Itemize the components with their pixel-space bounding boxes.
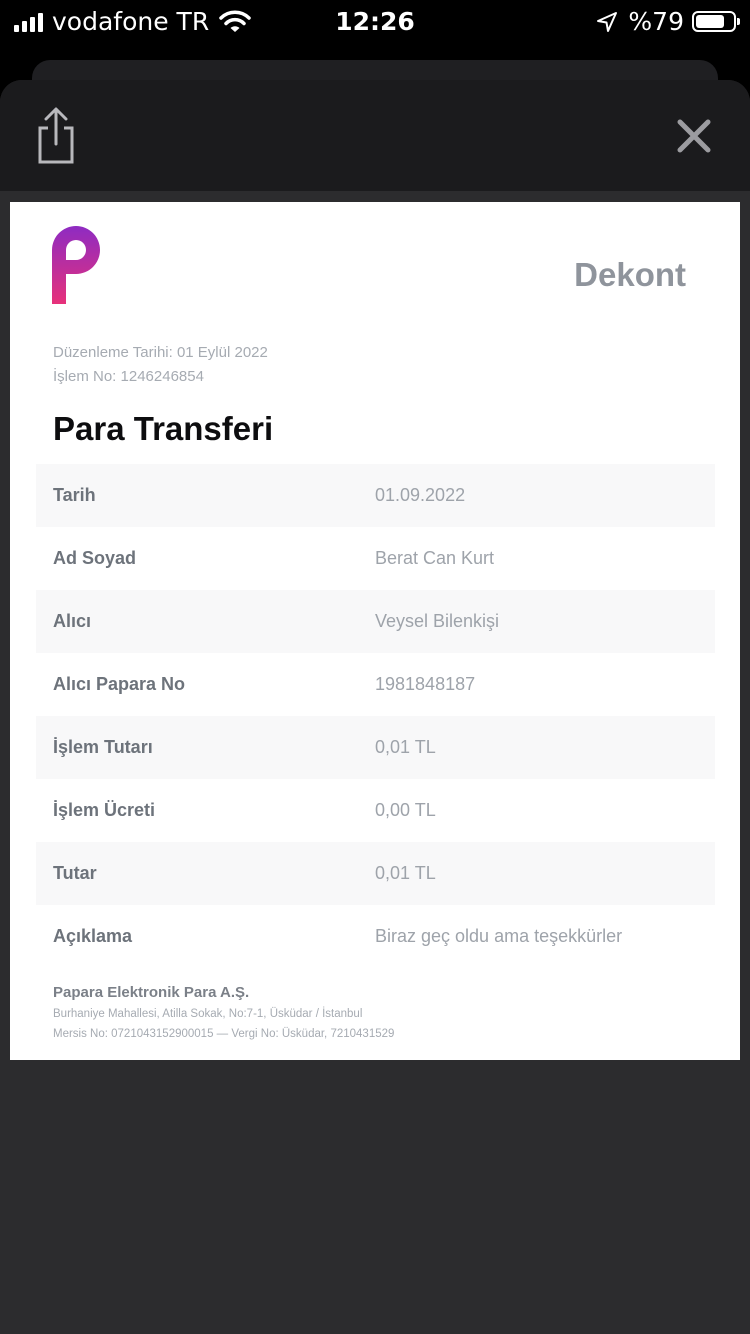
detail-row — [36, 653, 715, 716]
detail-row — [36, 590, 715, 653]
row-value: 0,01 TL — [375, 863, 436, 883]
battery-icon — [692, 11, 736, 32]
row-value: Biraz geç oldu ama teşekkürler — [375, 926, 623, 946]
carrier-name: vodafone TR — [52, 7, 210, 36]
detail-row — [36, 527, 715, 590]
row-value: Berat Can Kurt — [375, 548, 495, 568]
battery-level — [696, 15, 724, 28]
row-label: İşlem Ücreti — [53, 800, 156, 820]
row-value: Veysel Bilenkişi — [375, 611, 500, 631]
row-value: 0,01 TL — [375, 737, 436, 757]
row-label: Tutar — [53, 863, 97, 883]
footer-address: Burhaniye Mahallesi, Atilla Sokak, No:7-1, Üsküdar / İstanbul — [53, 1008, 363, 1020]
document-label: Dekont — [574, 256, 686, 293]
papara-logo — [52, 226, 104, 308]
battery-percentage: %79 — [628, 7, 684, 36]
status-time: 12:26 — [335, 7, 415, 36]
detail-row — [36, 842, 715, 905]
row-label: Alıcı — [53, 611, 92, 631]
detail-row — [36, 905, 715, 968]
row-label: Ad Soyad — [53, 548, 137, 568]
receipt-title: Para Transferi — [53, 410, 274, 447]
transaction-number: İşlem No: 1246246854 — [53, 368, 204, 385]
row-value: 01.09.2022 — [375, 485, 466, 505]
battery-cap — [737, 18, 740, 25]
row-value: 0,00 TL — [375, 800, 436, 820]
detail-row — [36, 779, 715, 842]
receipt-document — [10, 202, 740, 1060]
status-bar — [0, 0, 750, 42]
close-icon[interactable] — [672, 114, 716, 158]
row-label: İşlem Tutarı — [53, 737, 153, 757]
share-icon[interactable] — [30, 106, 82, 166]
footer-ids: Mersis No: 0721043152900015 — Vergi No: Üsküdar, 7210431529 — [53, 1028, 395, 1040]
detail-table — [36, 464, 715, 968]
detail-row — [36, 716, 715, 779]
receipt-sheet — [0, 80, 750, 1334]
detail-row — [36, 464, 715, 527]
footer-company: Papara Elektronik Para A.Ş. — [53, 984, 250, 1001]
issue-date: Düzenleme Tarihi: 01 Eylül 2022 — [53, 344, 268, 361]
row-value: 1981848187 — [375, 674, 476, 694]
sheet-header — [0, 80, 750, 191]
row-label: Alıcı Papara No — [53, 674, 186, 694]
row-label: Açıklama — [53, 926, 133, 946]
location-arrow-icon — [596, 11, 618, 33]
status-right — [596, 7, 736, 36]
row-label: Tarih — [53, 485, 96, 505]
